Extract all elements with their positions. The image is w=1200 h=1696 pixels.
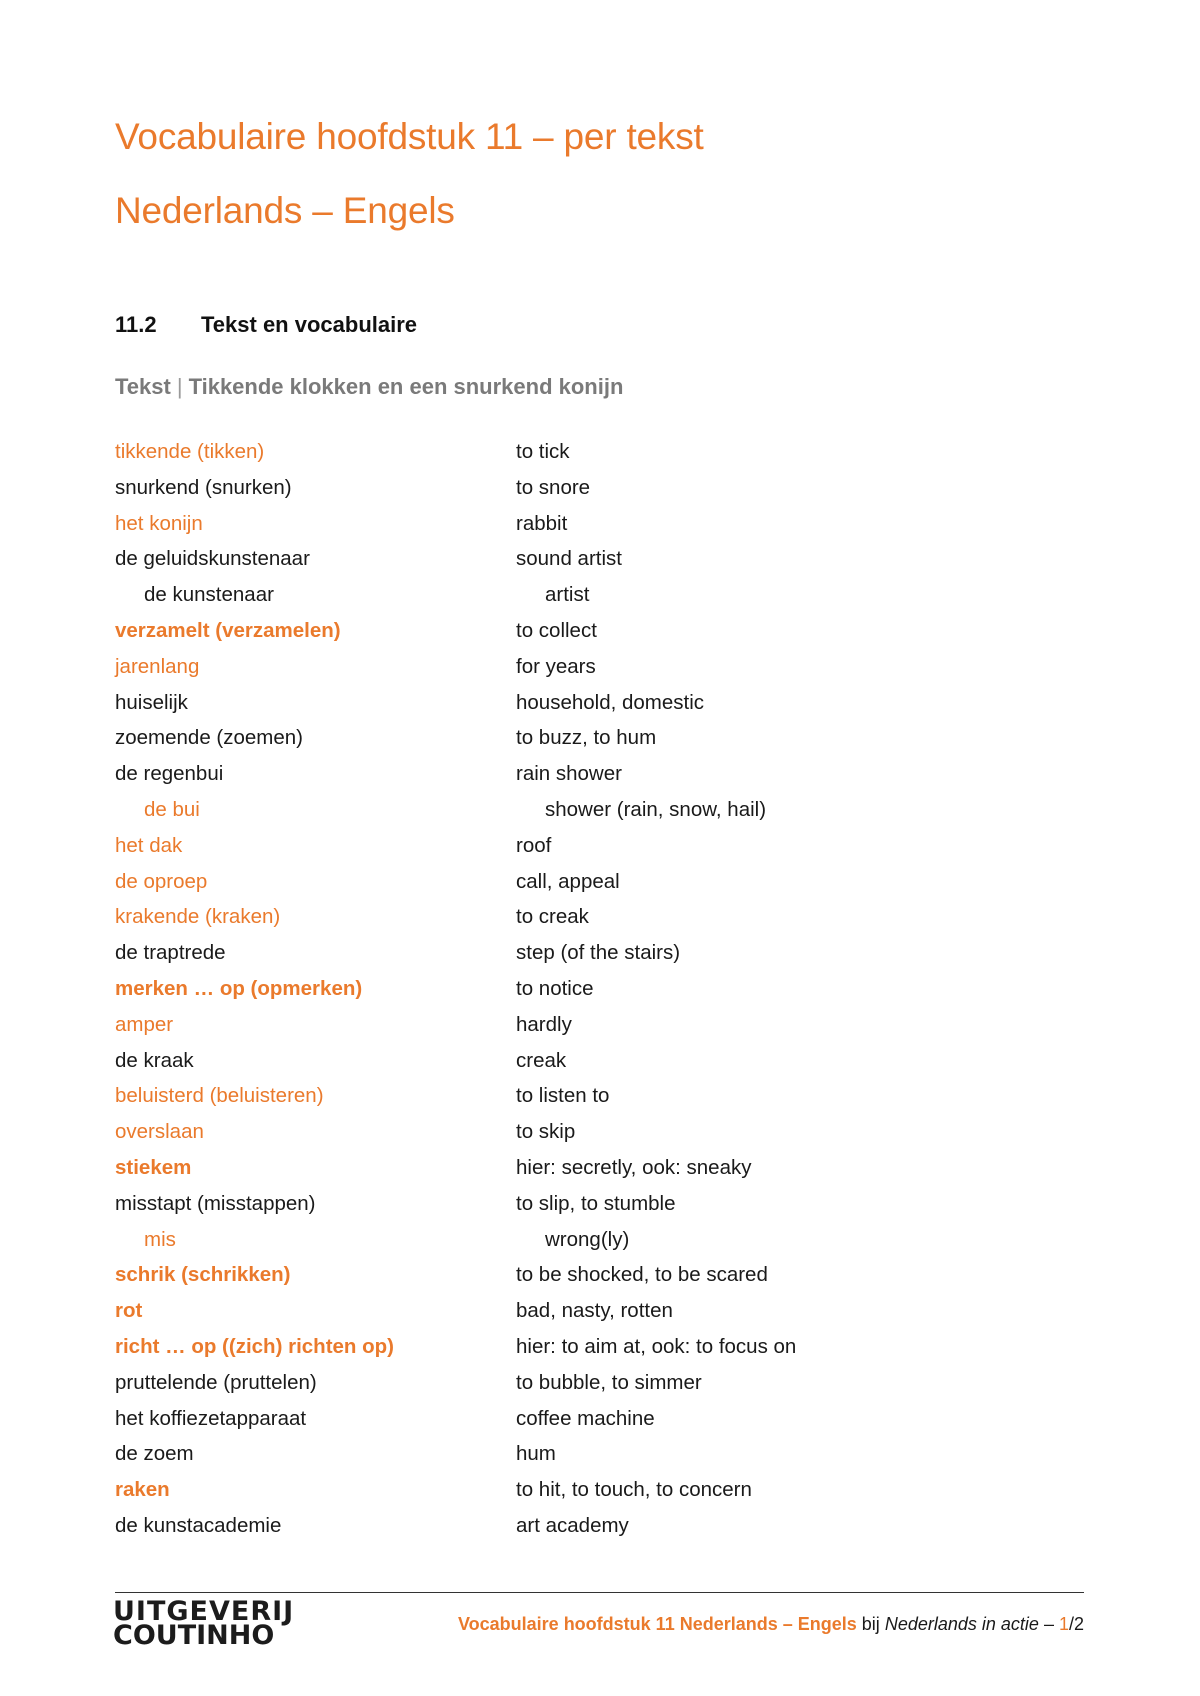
vocab-row [115, 723, 1095, 759]
vocab-row [115, 759, 1095, 795]
vocab-dutch: de kunstenaar [144, 583, 274, 607]
vocab-english: sound artist [516, 547, 622, 571]
vocab-english: art academy [516, 1513, 629, 1537]
vocab-row [115, 1189, 1095, 1225]
text-separator: | [176, 374, 183, 399]
vocab-english: to tick [516, 440, 570, 463]
vocab-english: roof [516, 833, 552, 857]
page-total: /2 [1068, 1614, 1084, 1634]
vocab-english: to hit, to touch, to concern [516, 1478, 752, 1502]
vocab-english: to slip, to stumble [516, 1191, 676, 1215]
vocab-english: hier: secretly, ook: sneaky [516, 1155, 752, 1179]
vocab-english: creak [516, 1048, 567, 1072]
vocab-english: to bubble, to simmer [516, 1370, 702, 1394]
vocab-english: call, appeal [516, 869, 620, 893]
vocab-english: to be shocked, to be scared [516, 1263, 768, 1287]
vocab-row [115, 1225, 1095, 1261]
vocab-dutch: het konijn [115, 511, 203, 535]
vocab-row [115, 652, 1095, 688]
vocab-row [115, 1117, 1095, 1153]
footer-divider [115, 1592, 1084, 1593]
section-number: 11.2 [115, 312, 157, 337]
vocab-dutch: krakende (kraken) [115, 905, 281, 929]
vocab-english: wrong(ly) [545, 1227, 630, 1251]
vocab-row [115, 1332, 1095, 1368]
vocab-dutch: richt … op ((zich) richten op) [115, 1334, 395, 1358]
vocab-row [115, 1010, 1095, 1046]
vocab-english: rabbit [516, 511, 568, 535]
vocab-english: coffee machine [516, 1406, 655, 1430]
vocab-row [115, 974, 1095, 1010]
vocab-row [115, 437, 1095, 473]
vocab-dutch: merken … op (opmerken) [115, 976, 363, 1000]
vocab-dutch: stiekem [115, 1155, 192, 1179]
vocab-dutch: beluisterd (beluisteren) [115, 1084, 324, 1108]
vocab-english: to notice [516, 976, 594, 1000]
vocab-dutch: overslaan [115, 1120, 204, 1144]
vocab-dutch: de traptrede [115, 941, 226, 965]
vocab-english: shower (rain, snow, hail) [545, 797, 767, 821]
vocab-row [115, 616, 1095, 652]
vocab-row [115, 1439, 1095, 1475]
logo-line-2: COUTINHO [113, 1620, 275, 1651]
vocab-english: to listen to [516, 1084, 610, 1108]
vocab-row [115, 795, 1095, 831]
vocab-english: hum [516, 1442, 556, 1466]
vocab-english: bad, nasty, rotten [516, 1299, 673, 1323]
vocab-row [115, 1046, 1095, 1082]
vocab-dutch: de regenbui [115, 762, 224, 786]
vocab-dutch: jarenlang [115, 654, 200, 678]
vocab-dutch: de kunstacademie [115, 1513, 282, 1537]
vocab-row [115, 1475, 1095, 1511]
vocab-row [115, 1368, 1095, 1404]
footer-dash: – [1043, 1614, 1054, 1634]
vocab-english: for years [516, 654, 596, 678]
vocab-english: hardly [516, 1012, 572, 1036]
vocab-row [115, 867, 1095, 903]
vocab-english: to creak [516, 905, 589, 929]
vocab-dutch: amper [115, 1012, 174, 1036]
footer-caption [458, 1614, 1084, 1635]
vocab-dutch: schrik (schrikken) [115, 1263, 291, 1287]
vocab-dutch: misstapt (misstappen) [115, 1191, 316, 1215]
vocab-row [115, 902, 1095, 938]
document-subtitle: Nederlands – Engels [115, 190, 455, 231]
vocab-english: to buzz, to hum [516, 726, 657, 750]
vocab-row [115, 1153, 1095, 1189]
footer-connector: bij [861, 1614, 880, 1634]
vocab-row [115, 831, 1095, 867]
section-heading [115, 312, 417, 338]
vocab-english: artist [545, 583, 590, 607]
page-number: 1 [1058, 1614, 1069, 1634]
footer-title: Vocabulaire hoofdstuk 11 Nederlands – Engels [457, 1614, 857, 1634]
footer-book-title: Nederlands in actie [884, 1614, 1039, 1634]
vocab-row [115, 473, 1095, 509]
vocab-english: to snore [516, 475, 591, 499]
vocab-dutch: raken [115, 1478, 170, 1502]
vocab-row [115, 1296, 1095, 1332]
vocab-dutch: het dak [115, 833, 183, 857]
vocab-dutch: zoemende (zoemen) [115, 726, 304, 750]
vocab-english: to collect [516, 618, 597, 642]
vocab-row [115, 580, 1095, 616]
vocab-dutch: het koffiezetapparaat [115, 1406, 307, 1430]
vocab-dutch: de kraak [115, 1048, 194, 1072]
vocab-dutch: snurkend (snurken) [115, 475, 292, 499]
vocabulary-list [115, 437, 1095, 1547]
vocab-dutch: de bui [144, 797, 200, 821]
vocab-dutch: verzamelt (verzamelen) [115, 618, 341, 642]
vocab-row [115, 1404, 1095, 1440]
vocab-dutch: rot [115, 1299, 143, 1323]
text-label: Tekst [115, 374, 171, 399]
document-title: Vocabulaire hoofdstuk 11 – per tekst [115, 116, 704, 157]
vocab-english: hier: to aim at, ook: to focus on [516, 1334, 797, 1358]
vocab-row [115, 509, 1095, 545]
vocab-english: rain shower [516, 762, 622, 786]
vocab-row [115, 1511, 1095, 1547]
vocab-dutch: de zoem [115, 1442, 194, 1466]
vocab-english: step (of the stairs) [516, 941, 681, 965]
vocab-dutch: mis [144, 1227, 176, 1251]
vocab-row [115, 688, 1095, 724]
vocab-dutch: de oproep [115, 869, 208, 893]
vocab-row [115, 1081, 1095, 1117]
vocab-dutch: tikkende (tikken) [115, 440, 265, 463]
vocab-dutch: pruttelende (pruttelen) [115, 1370, 317, 1394]
vocab-row [115, 544, 1095, 580]
text-title: Tikkende klokken en een snurkend konijn [188, 374, 624, 399]
vocab-dutch: huiselijk [115, 690, 188, 714]
vocab-english: to skip [516, 1120, 576, 1144]
vocab-row [115, 938, 1095, 974]
logo-line-1: UITGEVERIJ [113, 1596, 295, 1627]
publisher-logo [113, 1596, 333, 1652]
section-title: Tekst en vocabulaire [201, 312, 418, 337]
text-heading [115, 374, 623, 400]
vocab-row [115, 1260, 1095, 1296]
vocab-dutch: de geluidskunstenaar [115, 547, 310, 571]
vocab-english: household, domestic [516, 690, 705, 714]
